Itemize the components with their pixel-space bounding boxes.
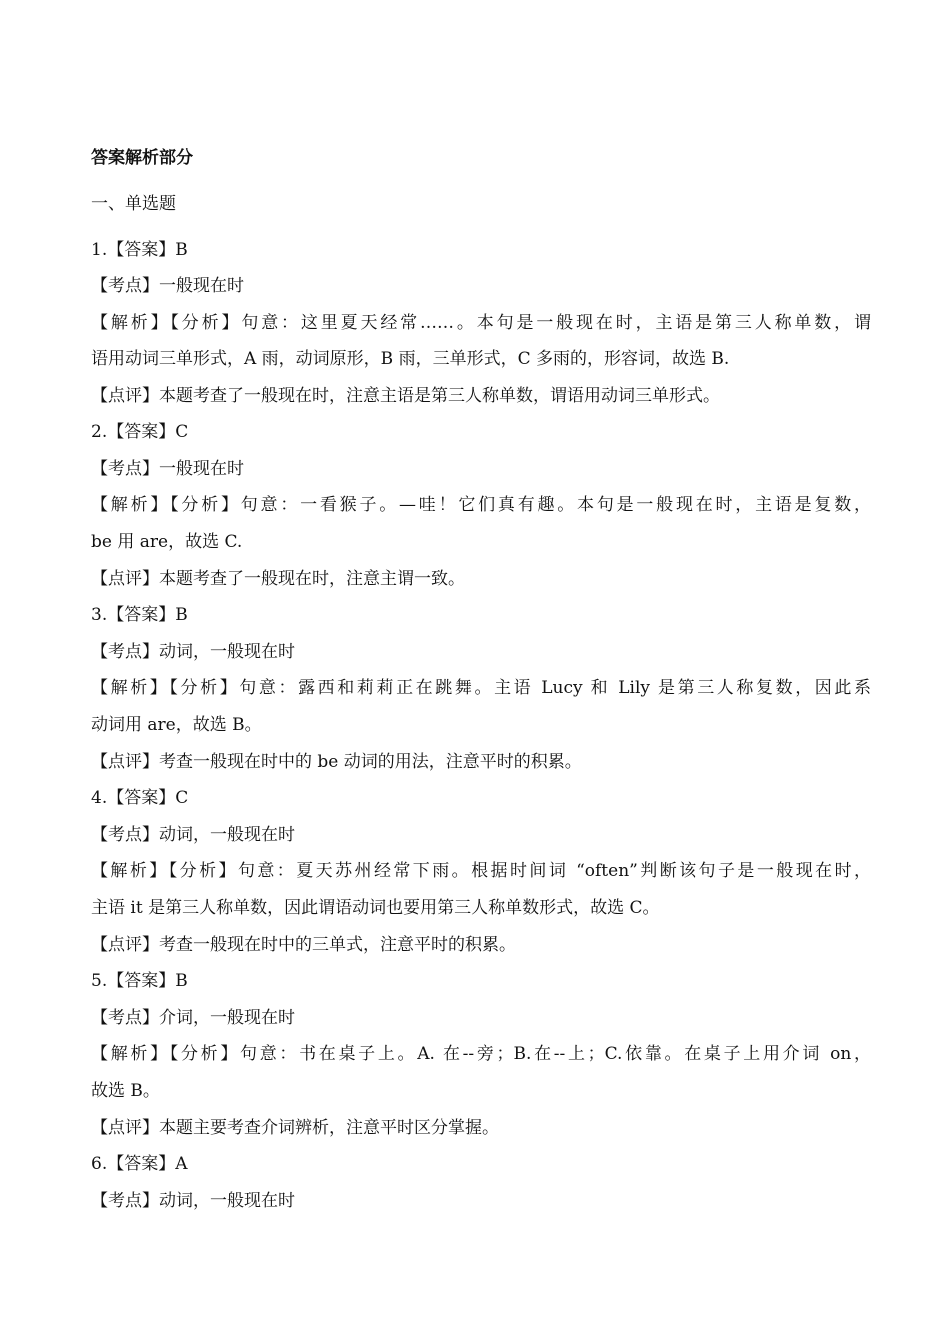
analysis-line: 【解析】【分析】句意：夏天苏州经常下雨。根据时间词 “often”判断该句子是一般现在时， [91,861,871,881]
comment-line: 【点评】本题考查了一般现在时，注意主谓一致。 [91,569,465,589]
answer-line: 2.【答案】C [91,422,189,442]
point-line: 【考点】动词，一般现在时 [91,825,295,845]
comment-line: 【点评】考查一般现在时中的三单式，注意平时的积累。 [91,935,516,955]
analysis-line: 【解析】【分析】句意：一看猴子。—哇！它们真有趣。本句是一般现在时，主语是复数， [91,495,871,515]
analysis-line: 语用动词三单形式，A 雨，动词原形，B 雨，三单形式，C 多雨的，形容词，故选 B. [91,349,730,369]
point-line: 【考点】动词，一般现在时 [91,642,295,662]
answer-line: 5.【答案】B [91,971,188,991]
point-line: 【考点】动词，一般现在时 [91,1191,295,1211]
point-line: 【考点】介词，一般现在时 [91,1008,295,1028]
analysis-line: be 用 are，故选 C. [91,532,243,552]
answer-line: 3.【答案】B [91,605,188,625]
answer-line: 1.【答案】B [91,240,188,260]
answer-line: 6.【答案】A [91,1154,188,1174]
point-line: 【考点】一般现在时 [91,459,244,479]
analysis-line: 主语 it 是第三人称单数，因此谓语动词也要用第三人称单数形式，故选 C。 [91,898,660,918]
comment-line: 【点评】考查一般现在时中的 be 动词的用法，注意平时的积累。 [91,752,582,772]
analysis-line: 故选 B。 [91,1081,160,1101]
analysis-line: 【解析】【分析】句意：书在桌子上。A. 在--旁；B.在--上；C.依靠。在桌子上用介词 on， [91,1044,871,1064]
part-title: 一、单选题 [91,194,176,214]
comment-line: 【点评】本题考查了一般现在时，注意主语是第三人称单数，谓语用动词三单形式。 [91,386,720,406]
section-title: 答案解析部分 [91,148,193,168]
analysis-line: 动词用 are，故选 B。 [91,715,262,735]
analysis-line: 【解析】【分析】句意：这里夏天经常……。本句是一般现在时，主语是第三人称单数，谓 [91,313,871,333]
analysis-line: 【解析】【分析】句意：露西和莉莉正在跳舞。主语 Lucy 和 Lily 是第三人称复数，因此系 [91,678,871,698]
answer-line: 4.【答案】C [91,788,189,808]
comment-line: 【点评】本题主要考查介词辨析，注意平时区分掌握。 [91,1118,499,1138]
point-line: 【考点】一般现在时 [91,276,244,296]
